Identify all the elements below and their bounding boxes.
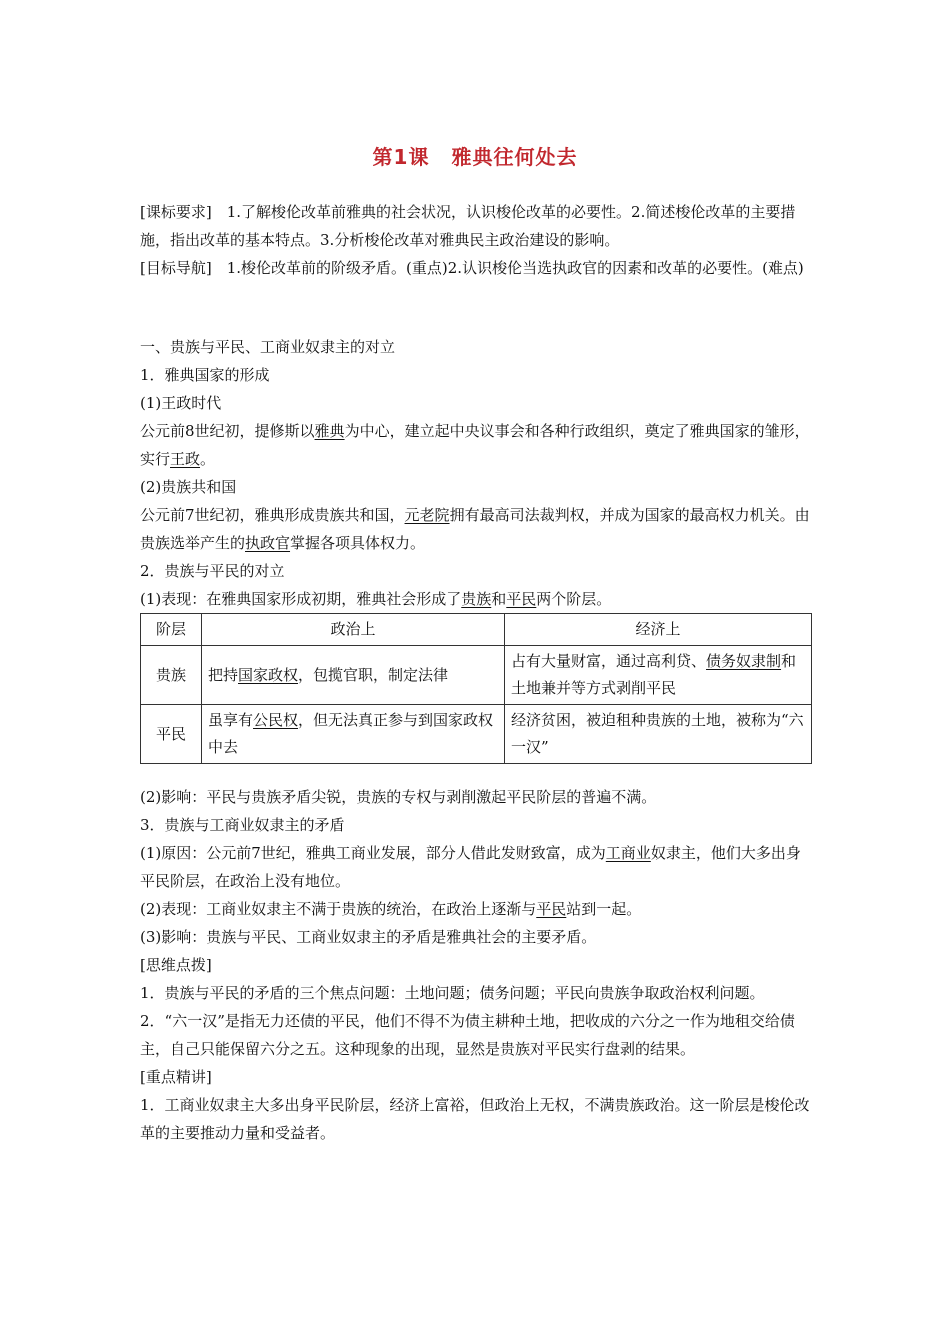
text-run: 公元前7世纪初，雅典形成贵族共和国， (140, 506, 405, 524)
paragraph (140, 895, 812, 923)
text-run: 和 (491, 590, 507, 608)
table-cell: 贵族 (141, 646, 202, 705)
table-header-row (141, 614, 812, 646)
goals-text: 1.梭伦改革前的阶级矛盾。(重点)2.认识梭伦当选执政官的因素和改革的必要性。(难点) (226, 259, 804, 277)
paragraph: (3)影响：贵族与平民、工商业奴隶主的矛盾是雅典社会的主要矛盾。 (140, 928, 597, 946)
lesson-title: 雅典往何处去 (451, 145, 578, 169)
item-heading: (1)王政时代 (140, 394, 222, 412)
text-run: (1)原因：公元前7世纪，雅典工商业发展，部分人借此发财致富，成为 (140, 844, 606, 862)
paragraph: 1．工商业奴隶主大多出身平民阶层，经济上富裕，但政治上无权，不满贵族政治。这一阶层是梭伦改革的主要推动力量和受益者。 (140, 1096, 810, 1142)
text-run: 公元前8世纪初，提修斯以 (140, 422, 315, 440)
paragraph: 1．贵族与平民的矛盾的三个焦点问题：土地问题；债务问题；平民向贵族争取政治权利问题。 (140, 984, 765, 1002)
paragraph (140, 417, 812, 473)
requirements-tag: [课标要求] (140, 203, 212, 221)
goals-tag: [目标导航] (140, 259, 212, 277)
text-run: ，包揽官职，制定法律 (298, 665, 449, 684)
section-one (140, 333, 812, 613)
subsection-1-heading: 1．雅典国家的形成 (140, 366, 270, 384)
page-title (0, 141, 950, 170)
curriculum-requirements (140, 198, 812, 254)
text-run: 站到一起。 (566, 900, 642, 918)
text-run: 奴隶主，他们大多出身平民阶层，在政治上没有地位。 (140, 844, 801, 890)
text-run: 。 (200, 450, 216, 468)
item-heading: (2)贵族共和国 (140, 478, 237, 496)
class-comparison-table (140, 613, 812, 764)
table-cell: 平民 (141, 705, 202, 764)
thinking-tag: [思维点拨] (140, 956, 212, 974)
subsection-3-heading: 3．贵族与工商业奴隶主的矛盾 (140, 816, 345, 834)
underlined-answer: 雅典 (314, 422, 345, 440)
table-header: 阶层 (141, 614, 202, 646)
text-run: 为中心，建立起中央议事会和各种行政组织，奠定了雅典国家的雏形，实行 (140, 422, 810, 468)
underlined-answer: 元老院 (404, 506, 450, 524)
text-run: (1)表现：在雅典国家形成初期，雅典社会形成了 (140, 590, 462, 608)
learning-goals (140, 254, 812, 282)
underlined-answer: 工商业 (605, 844, 651, 862)
text-run: 把持 (208, 665, 239, 684)
underlined-answer: 执政官 (245, 534, 291, 552)
subsection-2-heading: 2．贵族与平民的对立 (140, 562, 285, 580)
section-one-continued (140, 783, 812, 1147)
text-run: 和土地兼并等方式剥削平民 (511, 652, 797, 697)
underlined-answer: 平民 (506, 590, 537, 608)
underlined-answer: 债务奴隶制 (706, 652, 782, 670)
paragraph (140, 501, 812, 557)
underlined-answer: 贵族 (461, 590, 492, 608)
text-run: 占有大量财富，通过高利贷、 (511, 652, 707, 670)
table-row (141, 646, 812, 705)
text-run: 虽享有 (208, 711, 254, 729)
text-run: 拥有最高司法裁判权，并成为国家的最高权力机关。由贵族选举产生的 (140, 506, 810, 552)
underlined-answer: 国家政权 (238, 665, 299, 684)
table-cell: 经济贫困，被迫租种贵族的土地，被称为“六一汉” (505, 705, 812, 764)
underlined-answer: 王政 (170, 450, 201, 468)
table-cell (202, 646, 505, 705)
text-run: 两个阶层。 (536, 590, 612, 608)
underlined-answer: 平民 (536, 900, 567, 918)
table-header: 政治上 (202, 614, 505, 646)
requirements-text: 1.了解梭伦改革前雅典的社会状况，认识梭伦改革的必要性。2.简述梭伦改革的主要措施，指出改革的基本特点。3.分析梭伦改革对雅典民主政治建设的影响。 (140, 203, 796, 249)
lesson-number: 第1课 (372, 145, 430, 169)
paragraph: (2)影响：平民与贵族矛盾尖锐，贵族的专权与剥削激起平民阶层的普遍不满。 (140, 788, 657, 806)
section-heading: 一、贵族与平民、工商业奴隶主的对立 (140, 338, 396, 356)
table-row (141, 705, 812, 764)
paragraph (140, 839, 812, 895)
paragraph (140, 585, 812, 613)
table-cell (202, 705, 505, 764)
text-run: (2)表现：工商业奴隶主不满于贵族的统治，在政治上逐渐与 (140, 900, 537, 918)
text-run: ，但无法真正参与到国家政权中去 (208, 711, 494, 756)
table-header: 经济上 (505, 614, 812, 646)
paragraph: 2．“六一汉”是指无力还债的平民，他们不得不为债主耕种土地，把收成的六分之一作为地租交给债主，自己只能保留六分之五。这种现象的出现，显然是贵族对平民实行盘剥的结果。 (140, 1012, 795, 1058)
underlined-answer: 公民权 (253, 711, 299, 729)
key-points-tag: [重点精讲] (140, 1068, 212, 1086)
table-cell (505, 646, 812, 705)
text-run: 掌握各项具体权力。 (290, 534, 426, 552)
